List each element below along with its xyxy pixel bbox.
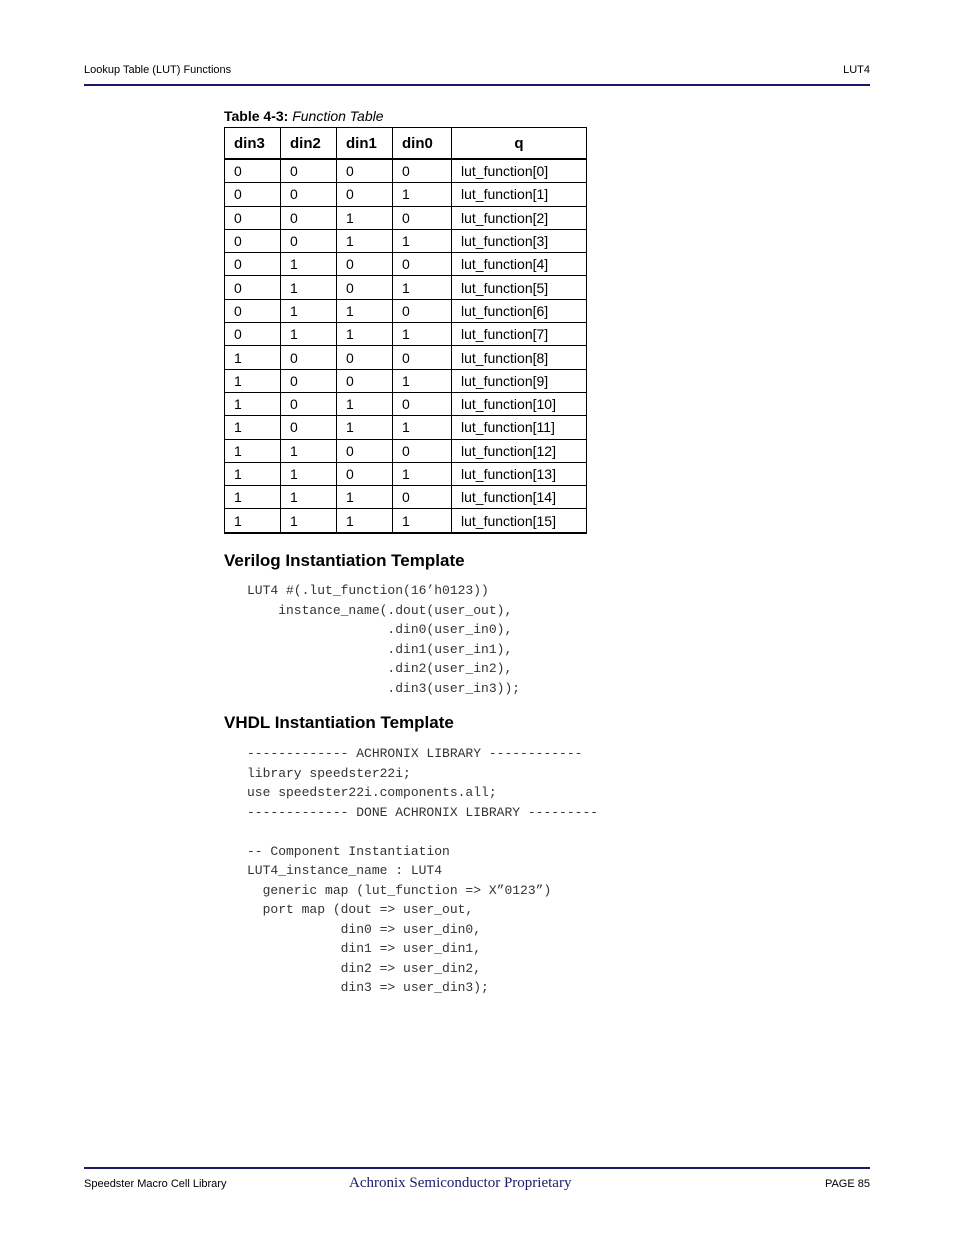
cell-q: lut_function[13]: [452, 462, 587, 485]
table-row: [225, 276, 587, 299]
cell-din1: 1: [337, 206, 393, 229]
table-row: [225, 509, 587, 533]
table-header-row: [225, 128, 587, 160]
cell-din1: 0: [337, 462, 393, 485]
cell-din2: 0: [281, 206, 337, 229]
cell-din0: 1: [393, 229, 452, 252]
cell-din3: 1: [225, 392, 281, 415]
cell-q: lut_function[12]: [452, 439, 587, 462]
table-row: [225, 439, 587, 462]
cell-din2: 1: [281, 486, 337, 509]
cell-q: lut_function[6]: [452, 299, 587, 322]
column-header-din2: din2: [281, 128, 337, 160]
column-header-q: q: [452, 128, 587, 160]
column-header-din0: din0: [393, 128, 452, 160]
cell-din2: 0: [281, 346, 337, 369]
cell-din2: 1: [281, 276, 337, 299]
cell-din0: 0: [393, 253, 452, 276]
cell-din1: 1: [337, 486, 393, 509]
table-row: [225, 253, 587, 276]
cell-din2: 1: [281, 439, 337, 462]
cell-din3: 0: [225, 159, 281, 183]
page-header: [84, 64, 870, 86]
cell-din2: 1: [281, 509, 337, 533]
cell-din3: 0: [225, 299, 281, 322]
cell-din1: 1: [337, 509, 393, 533]
header-cell-name: LUT4: [843, 64, 870, 76]
cell-din0: 0: [393, 346, 452, 369]
cell-din1: 1: [337, 299, 393, 322]
page-footer: [84, 1167, 870, 1199]
table-row: [225, 299, 587, 322]
cell-din0: 1: [393, 509, 452, 533]
cell-q: lut_function[0]: [452, 159, 587, 183]
cell-q: lut_function[15]: [452, 509, 587, 533]
footer-document-title: Speedster Macro Cell Library: [84, 1178, 227, 1190]
cell-q: lut_function[4]: [452, 253, 587, 276]
table-row: [225, 346, 587, 369]
cell-q: lut_function[7]: [452, 323, 587, 346]
cell-din0: 1: [393, 416, 452, 439]
cell-din3: 1: [225, 509, 281, 533]
cell-din0: 0: [393, 159, 452, 183]
cell-din2: 0: [281, 159, 337, 183]
cell-din3: 0: [225, 229, 281, 252]
footer-proprietary-notice: Achronix Semiconductor Proprietary: [349, 1175, 572, 1191]
cell-din2: 1: [281, 323, 337, 346]
table-row: [225, 416, 587, 439]
table-caption: [224, 108, 384, 124]
cell-din3: 0: [225, 253, 281, 276]
cell-din2: 0: [281, 229, 337, 252]
cell-din3: 1: [225, 416, 281, 439]
cell-din0: 1: [393, 276, 452, 299]
verilog-heading: Verilog Instantiation Template: [224, 551, 465, 570]
cell-q: lut_function[2]: [452, 206, 587, 229]
cell-din3: 0: [225, 276, 281, 299]
table-row: [225, 486, 587, 509]
table-row: [225, 183, 587, 206]
cell-din0: 1: [393, 183, 452, 206]
table-row: [225, 159, 587, 183]
table-body: [225, 159, 587, 533]
cell-din0: 0: [393, 392, 452, 415]
cell-q: lut_function[9]: [452, 369, 587, 392]
column-header-din3: din3: [225, 128, 281, 160]
cell-din0: 1: [393, 369, 452, 392]
cell-q: lut_function[8]: [452, 346, 587, 369]
function-table: [224, 127, 587, 534]
table-row: [225, 206, 587, 229]
table-row: [225, 229, 587, 252]
cell-din2: 0: [281, 369, 337, 392]
cell-din2: 0: [281, 183, 337, 206]
cell-din0: 0: [393, 299, 452, 322]
cell-din1: 0: [337, 276, 393, 299]
header-section-title: Lookup Table (LUT) Functions: [84, 64, 232, 76]
cell-din1: 1: [337, 416, 393, 439]
cell-din1: 0: [337, 369, 393, 392]
cell-din0: 0: [393, 206, 452, 229]
table-caption-number: Table 4-3:: [224, 108, 289, 124]
column-header-din1: din1: [337, 128, 393, 160]
table-caption-title: Function Table: [292, 108, 384, 124]
cell-din3: 1: [225, 462, 281, 485]
cell-din0: 0: [393, 486, 452, 509]
cell-din3: 1: [225, 346, 281, 369]
cell-q: lut_function[1]: [452, 183, 587, 206]
cell-din1: 1: [337, 229, 393, 252]
cell-din1: 0: [337, 253, 393, 276]
cell-din3: 1: [225, 369, 281, 392]
cell-din3: 0: [225, 323, 281, 346]
cell-din0: 1: [393, 323, 452, 346]
table-row: [225, 323, 587, 346]
vhdl-code-block: ------------- ACHRONIX LIBRARY ------------ library speedster22i; use speedster22i.components.all; ------------- DONE ACHRONIX LIBRARY --------- -- Component Instantiation LUT4_instance_name : LUT4 generic map (lut_function => X”0123”) port map (dout => user_out, din0 => user_din0, din1 => user_din1, din2 => user_din2, din3 => user_din3);: [247, 746, 599, 995]
cell-din2: 1: [281, 462, 337, 485]
cell-din3: 1: [225, 486, 281, 509]
cell-din0: 0: [393, 439, 452, 462]
cell-din1: 1: [337, 392, 393, 415]
cell-din2: 0: [281, 392, 337, 415]
cell-din1: 0: [337, 439, 393, 462]
cell-q: lut_function[10]: [452, 392, 587, 415]
table-row: [225, 462, 587, 485]
cell-din0: 1: [393, 462, 452, 485]
cell-q: lut_function[14]: [452, 486, 587, 509]
cell-din2: 1: [281, 299, 337, 322]
cell-q: lut_function[3]: [452, 229, 587, 252]
cell-din1: 0: [337, 183, 393, 206]
cell-din1: 1: [337, 323, 393, 346]
cell-din2: 0: [281, 416, 337, 439]
footer-page-number: PAGE 85: [824, 1178, 870, 1190]
vhdl-heading: VHDL Instantiation Template: [224, 713, 454, 732]
cell-din1: 0: [337, 159, 393, 183]
table-row: [225, 369, 587, 392]
cell-din3: 0: [225, 183, 281, 206]
cell-din3: 0: [225, 206, 281, 229]
cell-q: lut_function[11]: [452, 416, 587, 439]
verilog-code-block: LUT4 #(.lut_function(16’h0123)) instance_name(.dout(user_out), .din0(user_in0), .din1(user_in1), .din2(user_in2), .din3(user_in3));: [247, 583, 521, 696]
cell-din1: 0: [337, 346, 393, 369]
cell-q: lut_function[5]: [452, 276, 587, 299]
table-row: [225, 392, 587, 415]
cell-din3: 1: [225, 439, 281, 462]
cell-din2: 1: [281, 253, 337, 276]
